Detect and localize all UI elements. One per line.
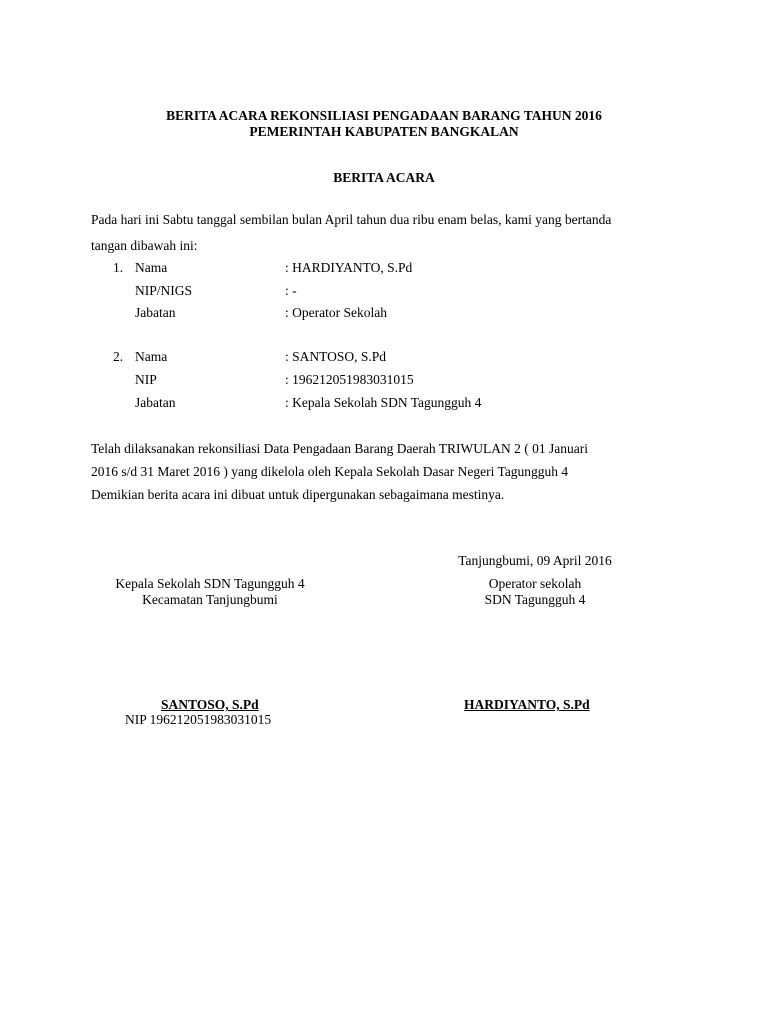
party-field-value: : Operator Sekolah <box>285 305 387 320</box>
right-signer-role-line2: SDN Tagungguh 4 <box>484 592 586 607</box>
party-field-label: Jabatan <box>135 395 176 410</box>
place-date: Tanjungbumi, 09 April 2016 <box>458 553 612 568</box>
body-text-line3: Demikian berita acara ini dibuat untuk dipergunakan sebagaimana mestinya. <box>91 487 505 502</box>
body-text-line1: Telah dilaksanakan rekonsiliasi Data Pengadaan Barang Daerah TRIWULAN 2 ( 01 Januari <box>91 441 589 456</box>
party-field-value: : HARDIYANTO, S.Pd <box>285 260 413 275</box>
intro-line2: tangan dibawah ini: <box>91 238 198 253</box>
right-signer-role-line1: Operator sekolah <box>488 576 582 591</box>
party-field-value: : Kepala Sekolah SDN Tagungguh 4 <box>285 395 482 410</box>
document-title-line1: BERITA ACARA REKONSILIASI PENGADAAN BARANG TAHUN 2016 <box>166 108 602 123</box>
party-field-label: Nama <box>135 349 168 364</box>
party-number: 2. <box>113 349 124 364</box>
document-subtitle: BERITA ACARA <box>333 170 435 185</box>
left-signer-nip: NIP 196212051983031015 <box>125 712 272 727</box>
left-signer-role-line2: Kecamatan Tanjungbumi <box>142 592 278 607</box>
left-signer-name: SANTOSO, S.Pd <box>161 697 259 712</box>
right-signer-name: HARDIYANTO, S.Pd <box>464 697 590 712</box>
party-field-value: : 196212051983031015 <box>285 372 414 387</box>
party-field-value: : SANTOSO, S.Pd <box>285 349 387 364</box>
left-signer-role-line1: Kepala Sekolah SDN Tagungguh 4 <box>115 576 305 591</box>
intro-line1: Pada hari ini Sabtu tanggal sembilan bulan April tahun dua ribu enam belas, kami yang bertanda <box>91 212 612 227</box>
party-field-label: Jabatan <box>135 305 176 320</box>
party-field-label: NIP/NIGS <box>135 283 193 298</box>
party-field-value: : - <box>285 283 297 298</box>
party-number: 1. <box>113 260 124 275</box>
body-text-line2: 2016 s/d 31 Maret 2016 ) yang dikelola oleh Kepala Sekolah Dasar Negeri Tagungguh 4 <box>91 464 569 479</box>
document-title-line2: PEMERINTAH KABUPATEN BANGKALAN <box>249 124 519 139</box>
party-field-label: Nama <box>135 260 168 275</box>
party-field-label: NIP <box>135 372 157 387</box>
